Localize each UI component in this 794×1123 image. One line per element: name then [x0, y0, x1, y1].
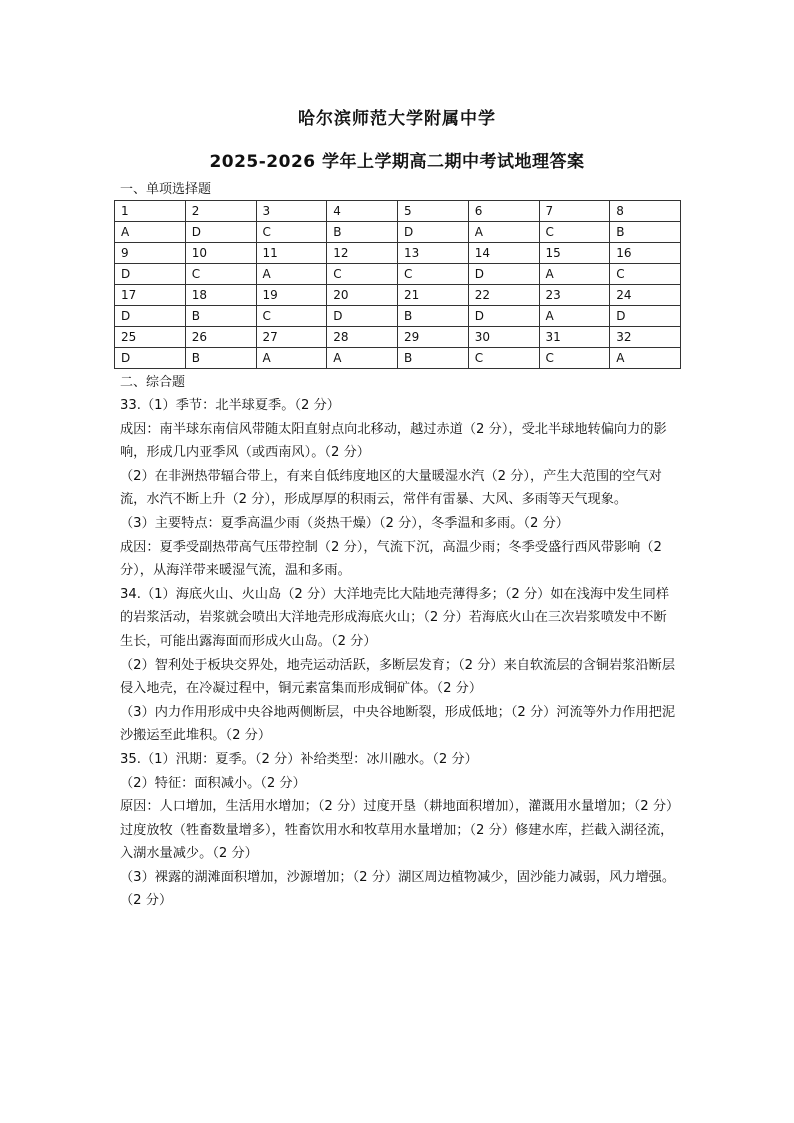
answer-cell: C: [610, 264, 681, 285]
question-number-cell: 19: [256, 285, 327, 306]
answer-cell: C: [256, 306, 327, 327]
answer-cell: B: [398, 348, 469, 369]
question-number-cell: 31: [539, 327, 610, 348]
answer-line: 成因：夏季受副热带高气压带控制（2 分），气流下沉，高温少雨；冬季受盛行西风带影响（2 分），从海洋带来暖湿气流，温和多雨。: [120, 539, 662, 579]
answer-cell: C: [539, 348, 610, 369]
answer-line: 33.（1）季节：北半球夏季。（2 分）: [120, 398, 340, 413]
answer-key-row: [115, 264, 681, 285]
answer-cell: D: [468, 264, 539, 285]
answer-cell: A: [468, 222, 539, 243]
answer-key-row: [115, 306, 681, 327]
question-number-cell: 28: [327, 327, 398, 348]
question-number-cell: 20: [327, 285, 398, 306]
question-number-cell: 1: [115, 201, 186, 222]
answer-line: （3）内力作用形成中央谷地两侧断层，中央谷地断裂，形成低地；（2 分）河流等外力作用把泥沙搬运至此堆积。（2 分）: [120, 704, 676, 744]
answer-cell: B: [398, 306, 469, 327]
question-number-cell: 10: [185, 243, 256, 264]
answer-cell: A: [539, 306, 610, 327]
question-number-cell: 27: [256, 327, 327, 348]
answer-line: 34.（1）海底火山、火山岛（2 分）大洋地壳比大陆地壳薄得多；（2 分）如在浅海中发生同样的岩浆活动，岩浆就会喷出大洋地壳形成海底火山；（2 分）若海底火山在三次岩浆喷发中不断生长，可能出露海面而形成火山岛。（2 分）: [120, 586, 670, 649]
question-number-cell: 17: [115, 285, 186, 306]
question-number-cell: 13: [398, 243, 469, 264]
answer-cell: A: [115, 222, 186, 243]
question-number-cell: 15: [539, 243, 610, 264]
section-title-comprehensive: 二、综合题: [120, 375, 186, 390]
answer-cell: D: [115, 264, 186, 285]
question-number-cell: 25: [115, 327, 186, 348]
answer-cell: C: [256, 222, 327, 243]
answer-cell: B: [185, 348, 256, 369]
question-number-cell: 24: [610, 285, 681, 306]
answer-cell: A: [256, 264, 327, 285]
question-number-cell: 6: [468, 201, 539, 222]
answer-cell: D: [610, 306, 681, 327]
answer-cell: B: [185, 306, 256, 327]
answer-cell: B: [610, 222, 681, 243]
question-number-cell: 32: [610, 327, 681, 348]
answer-line: （2）特征：面积减小。（2 分）: [120, 775, 306, 791]
question-number-cell: 5: [398, 201, 469, 222]
question-number-row: [115, 243, 681, 264]
question-number-cell: 29: [398, 327, 469, 348]
answer-cell: A: [539, 264, 610, 285]
answer-cell: C: [327, 264, 398, 285]
question-number-cell: 12: [327, 243, 398, 264]
question-number-cell: 4: [327, 201, 398, 222]
answer-cell: D: [115, 348, 186, 369]
question-number-row: [115, 285, 681, 306]
question-number-cell: 7: [539, 201, 610, 222]
question-number-cell: 16: [610, 243, 681, 264]
answer-cell: C: [468, 348, 539, 369]
question-number-cell: 14: [468, 243, 539, 264]
school-name: 哈尔滨师范大学附属中学: [298, 109, 496, 129]
answer-cell: C: [185, 264, 256, 285]
answer-cell: D: [327, 306, 398, 327]
question-number-cell: 23: [539, 285, 610, 306]
answer-line: 原因：人口增加，生活用水增加；（2 分）过度开垦（耕地面积增加），灌溉用水量增加；（2 分）过度放牧（牲畜数量增多），牲畜饮用水和牧草用水量增加；（2 分）修建水库，拦截入湖径流，入湖水量减少。（2 分）: [120, 799, 674, 862]
question-number-cell: 2: [185, 201, 256, 222]
question-number-cell: 11: [256, 243, 327, 264]
answer-cell: D: [185, 222, 256, 243]
answer-cell: D: [468, 306, 539, 327]
answer-line: （2）在非洲热带辐合带上，有来自低纬度地区的大量暖湿水汽（2 分），产生大范围的空气对流，水汽不断上升（2 分），形成厚厚的积雨云，常伴有雷暴、大风、多雨等天气现象。: [120, 468, 662, 508]
answer-cell: C: [398, 264, 469, 285]
answer-line: （2）智利处于板块交界处，地壳运动活跃，多断层发育；（2 分）来自软流层的含铜岩浆沿断层侵入地壳，在冷凝过程中，铜元素富集而形成铜矿体。（2 分）: [120, 657, 676, 697]
section-title-multiple-choice: 一、单项选择题: [120, 182, 212, 197]
comprehensive-answers: [120, 394, 676, 913]
answer-line: 成因：南半球东南信风带随太阳直射点向北移动，越过赤道（2 分），受北半球地转偏向力的影响，形成几内亚季风（或西南风）。（2 分）: [120, 421, 667, 461]
answer-cell: A: [610, 348, 681, 369]
answer-key-row: [115, 222, 681, 243]
question-number-cell: 8: [610, 201, 681, 222]
answer-line: （3）主要特点：夏季高温少雨（炎热干燥）（2 分），冬季温和多雨。（2 分）: [120, 515, 569, 531]
answer-line: （3）裸露的湖滩面积增加，沙源增加；（2 分）湖区周边植物减少，固沙能力减弱，风力增强。（2 分）: [120, 869, 676, 909]
question-number-cell: 30: [468, 327, 539, 348]
question-number-row: [115, 201, 681, 222]
exam-title: 2025-2026 学年上学期高二期中考试地理答案: [209, 152, 585, 172]
answer-cell: D: [115, 306, 186, 327]
answer-cell: C: [539, 222, 610, 243]
answer-cell: D: [398, 222, 469, 243]
question-number-cell: 18: [185, 285, 256, 306]
question-number-row: [115, 327, 681, 348]
question-number-cell: 22: [468, 285, 539, 306]
answer-cell: A: [256, 348, 327, 369]
answer-line: 35.（1）汛期：夏季。（2 分）补给类型：冰川融水。（2 分）: [120, 751, 478, 767]
answer-table: [114, 200, 681, 369]
question-number-cell: 21: [398, 285, 469, 306]
answer-key-row: [115, 348, 681, 369]
answer-cell: A: [327, 348, 398, 369]
question-number-cell: 3: [256, 201, 327, 222]
question-number-cell: 9: [115, 243, 186, 264]
question-number-cell: 26: [185, 327, 256, 348]
answer-cell: B: [327, 222, 398, 243]
